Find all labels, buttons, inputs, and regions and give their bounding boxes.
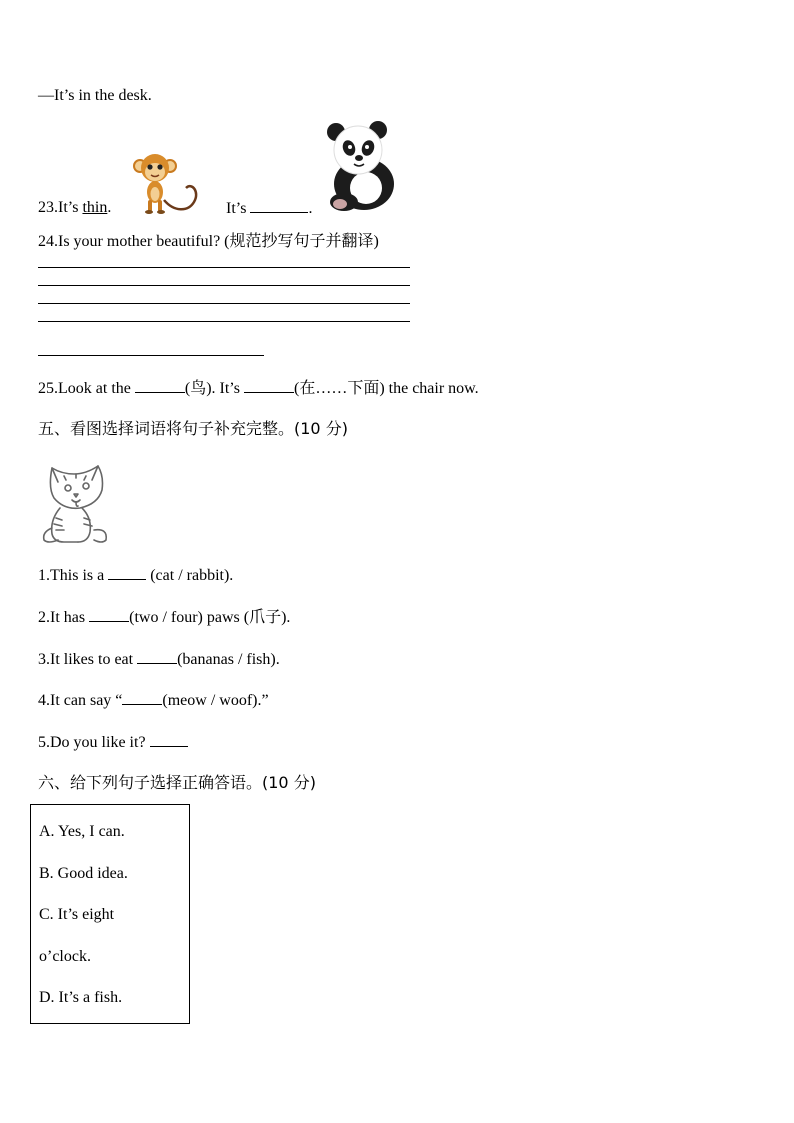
writing-line[interactable] [38,267,410,268]
answer-line: —It’s in the desk. [38,87,152,104]
section-5-question-1: 1.This is a (cat / rabbit). [38,567,234,584]
section-5-question-5: 5.Do you like it? [38,732,188,753]
underlined-word: thin [82,199,108,216]
choice-c: C. It’s eight [39,906,115,923]
question-23: 23.It’s thin. [38,199,112,216]
writing-line[interactable] [38,285,410,286]
section-5-question-2: 2.It has (two / four) paws (爪子). [38,609,291,626]
answer-blank[interactable] [108,565,146,580]
section-5-heading: 五、看图选择词语将句子补充完整。(10 分) [38,419,348,438]
writing-line[interactable] [38,321,410,322]
question-25: 25.Look at the (鸟). It’s (在……下面) the chair now. [38,380,479,397]
answer-choices-box [30,804,190,1024]
question-24: 24.Is your mother beautiful? (规范抄写句子并翻译) [38,233,379,250]
section-6-heading: 六、给下列句子选择正确答语。(10 分) [38,773,316,792]
answer-blank[interactable] [250,198,308,213]
writing-line[interactable] [38,355,264,356]
writing-line[interactable] [38,303,410,304]
monkey-picture [130,150,206,216]
answer-blank[interactable] [135,378,185,393]
panda-picture [322,118,404,214]
question-23-blank-line: It’s . [226,200,313,217]
choice-a: A. Yes, I can. [39,823,125,840]
section-5-question-4: 4.It can say “ (meow / woof).” [38,692,269,709]
choice-b: B. Good idea. [39,865,128,882]
cat-picture [38,458,112,546]
section-5-question-3: 3.It likes to eat (bananas / fish). [38,651,280,668]
choice-c-continued: o’clock. [39,948,91,965]
question-number: 23. [38,199,58,216]
answer-blank[interactable] [244,378,294,393]
answer-blank[interactable] [122,690,162,705]
answer-blank[interactable] [89,607,129,622]
answer-blank[interactable] [137,649,177,664]
choice-d: D. It’s a fish. [39,989,123,1006]
answer-blank[interactable] [150,732,188,747]
